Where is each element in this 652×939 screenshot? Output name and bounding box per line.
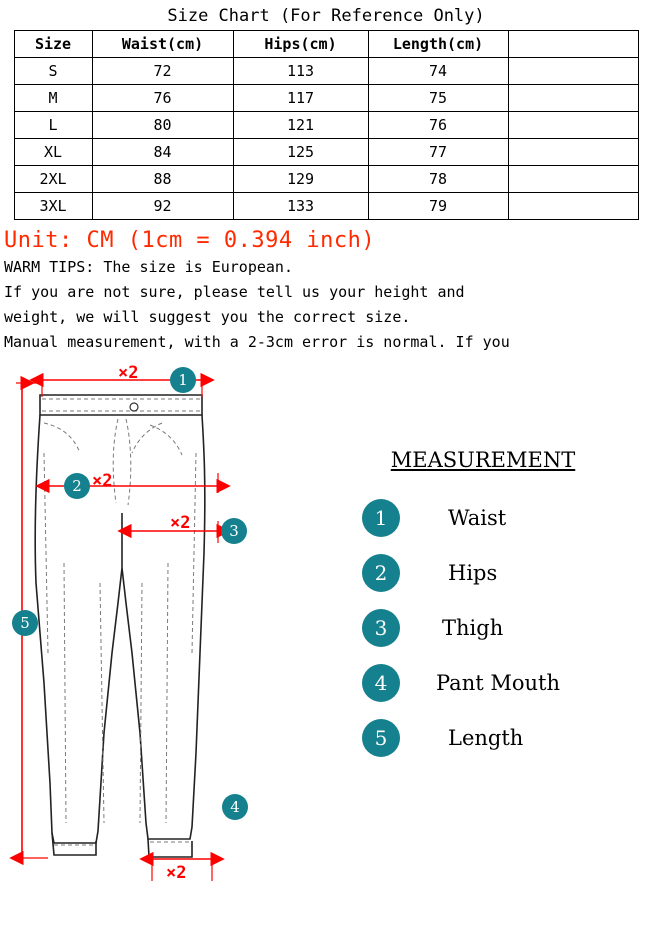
cell-length: 75 bbox=[368, 85, 508, 112]
column-header-length: Length(cm) bbox=[368, 31, 508, 58]
cell-hips: 121 bbox=[233, 112, 368, 139]
tip-line: If you are not sure, please tell us your height and bbox=[4, 283, 465, 301]
legend-item-length bbox=[340, 710, 640, 765]
column-header-size: Size bbox=[14, 31, 92, 58]
table-row bbox=[14, 112, 638, 139]
cell-blank bbox=[508, 193, 638, 220]
legend-badge-5: 5 bbox=[362, 719, 400, 757]
legend-item-pant-mouth bbox=[340, 655, 640, 710]
cell-waist: 92 bbox=[92, 193, 233, 220]
cell-size: M bbox=[14, 85, 92, 112]
diagram-badge-length: 5 bbox=[12, 610, 38, 636]
cell-blank bbox=[508, 166, 638, 193]
legend-label-waist: Waist bbox=[448, 505, 507, 530]
legend-item-hips bbox=[340, 545, 640, 600]
measurement-diagram bbox=[0, 353, 652, 908]
legend-label-length: Length bbox=[448, 725, 524, 750]
legend-badge-2: 2 bbox=[362, 554, 400, 592]
legend-badge-1: 1 bbox=[362, 499, 400, 537]
legend-item-thigh bbox=[340, 600, 640, 655]
multiplier-thigh: ×2 bbox=[170, 513, 191, 533]
column-header-hips: Hips(cm) bbox=[233, 31, 368, 58]
table-row bbox=[14, 85, 638, 112]
cell-length: 76 bbox=[368, 112, 508, 139]
unit-note: Unit: CM (1cm = 0.394 inch) bbox=[4, 228, 376, 253]
table-row bbox=[14, 166, 638, 193]
cell-waist: 84 bbox=[92, 139, 233, 166]
cell-length: 77 bbox=[368, 139, 508, 166]
warm-tips bbox=[0, 255, 652, 353]
table-row bbox=[14, 139, 638, 166]
diagram-badge-waist: 1 bbox=[170, 367, 196, 393]
cell-hips: 129 bbox=[233, 166, 368, 193]
table-row bbox=[14, 58, 638, 85]
cell-hips: 125 bbox=[233, 139, 368, 166]
cell-blank bbox=[508, 85, 638, 112]
cell-hips: 113 bbox=[233, 58, 368, 85]
multiplier-hips: ×2 bbox=[92, 471, 113, 491]
measurement-legend bbox=[340, 448, 640, 765]
legend-label-hips: Hips bbox=[448, 560, 498, 585]
cell-length: 78 bbox=[368, 166, 508, 193]
diagram-badge-pant-mouth: 4 bbox=[222, 794, 248, 820]
cell-size: L bbox=[14, 112, 92, 139]
column-header-waist: Waist(cm) bbox=[92, 31, 233, 58]
cell-size: 2XL bbox=[14, 166, 92, 193]
table-row bbox=[14, 193, 638, 220]
diagram-badge-thigh: 3 bbox=[221, 518, 247, 544]
cell-waist: 76 bbox=[92, 85, 233, 112]
cell-waist: 88 bbox=[92, 166, 233, 193]
tip-line: weight, we will suggest you the correct size. bbox=[4, 308, 411, 326]
cell-hips: 133 bbox=[233, 193, 368, 220]
cell-blank bbox=[508, 112, 638, 139]
multiplier-pant-mouth: ×2 bbox=[166, 863, 187, 883]
cell-length: 79 bbox=[368, 193, 508, 220]
tip-line: WARM TIPS: The size is European. bbox=[4, 258, 293, 276]
cell-blank bbox=[508, 139, 638, 166]
legend-badge-4: 4 bbox=[362, 664, 400, 702]
cell-waist: 80 bbox=[92, 112, 233, 139]
legend-label-thigh: Thigh bbox=[442, 615, 504, 640]
tip-line: Manual measurement, with a 2-3cm error is normal. If you bbox=[4, 333, 510, 351]
page-title: Size Chart (For Reference Only) bbox=[167, 6, 485, 26]
legend-badge-3: 3 bbox=[362, 609, 400, 647]
cell-size: S bbox=[14, 58, 92, 85]
multiplier-waist: ×2 bbox=[118, 363, 139, 383]
cell-hips: 117 bbox=[233, 85, 368, 112]
legend-item-waist bbox=[340, 490, 640, 545]
legend-label-pant-mouth: Pant Mouth bbox=[436, 670, 560, 695]
cell-blank bbox=[508, 58, 638, 85]
cell-waist: 72 bbox=[92, 58, 233, 85]
table-header-row bbox=[14, 31, 638, 58]
diagram-badge-hips: 2 bbox=[64, 473, 90, 499]
cell-size: XL bbox=[14, 139, 92, 166]
cell-size: 3XL bbox=[14, 193, 92, 220]
cell-length: 74 bbox=[368, 58, 508, 85]
size-chart-table bbox=[14, 30, 639, 220]
column-header-blank bbox=[508, 31, 638, 58]
legend-title: MEASUREMENT bbox=[390, 448, 576, 472]
